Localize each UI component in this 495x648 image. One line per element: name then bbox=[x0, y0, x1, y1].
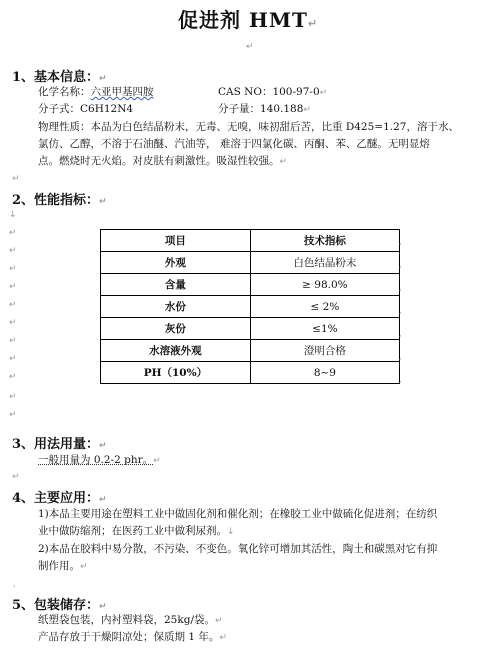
chem-name-line: 化学名称：六亚甲基四胺 bbox=[38, 86, 154, 98]
table-cell-value: ≤ 2% bbox=[250, 296, 399, 318]
formula: C6H12N4 bbox=[80, 103, 134, 115]
application-line-3: 2)本品在胶料中易分散，不污染、不变色。氧化锌可增加其活性，陶土和碳黑对它有抑 bbox=[38, 543, 438, 555]
table-cell-value: 8~9 bbox=[250, 362, 399, 384]
table-row bbox=[101, 318, 400, 340]
properties-line-2: 氯仿、乙醇，不溶于石油醚、汽油等， 难溶于四氯化碳、丙酮、苯、乙醚。无明显熔 bbox=[38, 138, 430, 150]
table-cell-item: PH（10%） bbox=[101, 362, 251, 384]
table-header-item: 项目 bbox=[101, 230, 251, 252]
section-heading-application: 4、主要应用：↵ bbox=[12, 491, 107, 506]
table-row bbox=[101, 340, 400, 362]
paragraph-mark: ↵ bbox=[12, 174, 20, 184]
application-line-2: 业中做防缩剂；在医药工业中做利尿剂。↓ bbox=[38, 525, 235, 537]
section-heading-basic: 1、基本信息：↵ bbox=[12, 70, 107, 85]
table-cell-item: 外观 bbox=[101, 252, 251, 274]
paragraph-mark: ¸ bbox=[12, 578, 17, 588]
application-line-4: 制作用。↵ bbox=[38, 560, 88, 572]
section-heading-storage: 5、包装储存：↵ bbox=[12, 598, 107, 613]
chem-name: 六亚甲基四胺 bbox=[90, 86, 154, 98]
usage-line: 一般用量为 0.2-2 phr。↵ bbox=[38, 454, 161, 466]
paragraph-mark: ↵ bbox=[246, 42, 254, 52]
spec-table bbox=[100, 229, 400, 384]
properties-line-3: 点。燃烧时无火焰。对皮肤有刺激性。吸湿性较强。↵ bbox=[38, 155, 288, 167]
table-cell-item: 灰份 bbox=[101, 318, 251, 340]
table-row bbox=[101, 252, 400, 274]
table-cell-value: ≥ 98.0% bbox=[250, 274, 399, 296]
paragraph-mark: ↵ bbox=[12, 472, 20, 482]
table-header-spec: 技术指标 bbox=[250, 230, 399, 252]
table-cell-value: 澄明合格 bbox=[250, 340, 399, 362]
properties-line-1: 物理性质：本品为白色结晶粉末，无毒、无嗅，味初甜后苦，比重 D425=1.27，溶于水、 bbox=[38, 121, 459, 133]
paragraph-mark: ↵ bbox=[307, 17, 319, 30]
table-cell-item: 含量 bbox=[101, 274, 251, 296]
table-cell-value: 白色结晶粉末 bbox=[250, 252, 399, 274]
application-line-1: 1)本品主要用途在塑料工业中做固化剂和催化剂；在橡胶工业中做硫化促进剂；在纺织 bbox=[38, 508, 438, 520]
table-row bbox=[101, 296, 400, 318]
storage-line-1: 纸塑袋包装，内衬塑料袋，25kg/袋。↵ bbox=[38, 614, 223, 626]
table-cell-item: 水份 bbox=[101, 296, 251, 318]
section-heading-performance: 2、性能指标：↵ bbox=[12, 193, 107, 208]
cas-number: CAS NO：100-97-0↵ bbox=[218, 86, 328, 98]
table-cell-item: 水溶液外观 bbox=[101, 340, 251, 362]
table-row bbox=[101, 362, 400, 384]
table-row bbox=[101, 274, 400, 296]
storage-line-2: 产品存放于干燥阴凉处；保质期 1 年。↵ bbox=[38, 631, 227, 643]
document-title: 促进剂 HMT↵ bbox=[178, 8, 319, 32]
table-cell-value: ≤1% bbox=[250, 318, 399, 340]
table-header-row bbox=[101, 230, 400, 252]
formula-line: 分子式：C6H12N4 bbox=[38, 103, 134, 115]
section-heading-usage: 3、用法用量：↵ bbox=[12, 437, 107, 452]
molecular-weight: 分子量：140.188↵ bbox=[218, 103, 311, 115]
